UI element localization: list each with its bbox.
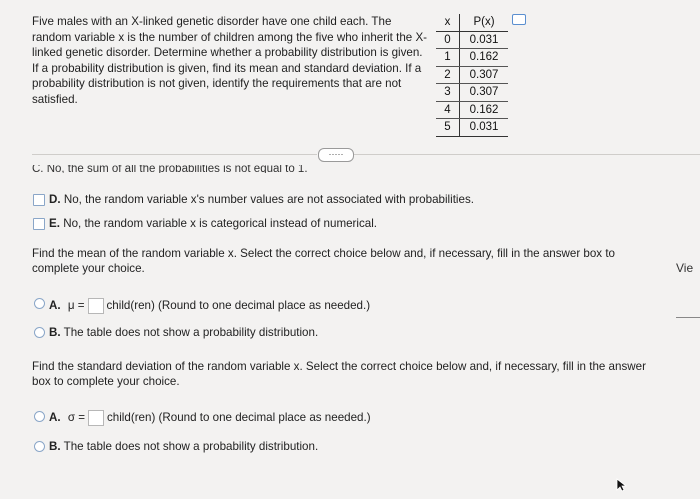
option-d[interactable]: [49, 193, 474, 206]
divider: [32, 154, 317, 155]
expand-table-icon[interactable]: [512, 14, 526, 25]
mean-option-a-letter: A.: [49, 299, 61, 313]
option-e[interactable]: [49, 217, 377, 230]
problem-statement: Five males with an X-linked genetic disorder have one child each. The random variable x is the number of children among the five who inherit the X-linked genetic disorder. Determine whether a probability distribution is given. If a probability distribution is given, find its mean and standard deviation. If a probability distribution is not given, identify the requirements that are not satisfied.: [32, 15, 428, 106]
mean-option-a-suffix: child(ren) (Round to one decimal place as needed.): [106, 299, 371, 313]
table-cell-x: 2: [436, 66, 460, 84]
mu-symbol: μ =: [67, 299, 85, 313]
more-button[interactable]: ·····: [318, 148, 354, 162]
sd-option-a[interactable]: [49, 410, 371, 426]
option-e-checkbox[interactable]: [33, 218, 45, 230]
sigma-symbol: σ =: [67, 411, 85, 425]
mean-option-b-label: The table does not show a probability distribution.: [63, 326, 319, 339]
mean-option-b-letter: B.: [49, 326, 61, 339]
sd-question: Find the standard deviation of the random variable x. Select the correct choice below and, if necessary, fill in the answer box to complete your choice.: [32, 360, 646, 388]
table-row: [436, 101, 508, 119]
table-cell-px: 0.031: [460, 31, 509, 49]
side-divider: [676, 317, 700, 318]
table-cell-px: 0.162: [460, 49, 509, 67]
table-row: [436, 49, 508, 67]
table-cell-x: 3: [436, 84, 460, 102]
table-cell-px: 0.162: [460, 101, 509, 119]
mouse-cursor-icon: [616, 478, 628, 492]
sd-option-a-radio[interactable]: [34, 411, 45, 422]
mean-option-b-radio[interactable]: [34, 327, 45, 338]
option-d-letter: D.: [49, 193, 61, 206]
sd-option-a-suffix: child(ren) (Round to one decimal place as needed.): [106, 411, 371, 425]
option-d-label: No, the random variable x's number values are not associated with probabilities.: [63, 193, 474, 206]
table-cell-px: 0.307: [460, 66, 509, 84]
table-cell-x: 1: [436, 49, 460, 67]
table-row: [436, 31, 508, 49]
mean-answer-input[interactable]: [88, 298, 104, 314]
option-e-label: No, the random variable x is categorical instead of numerical.: [63, 217, 378, 230]
mean-question: Find the mean of the random variable x. Select the correct choice below and, if necessary, fill in the answer box to complete your choice.: [32, 247, 615, 275]
table-header-px: P(x): [460, 14, 509, 31]
sd-answer-input[interactable]: [88, 410, 104, 426]
option-e-letter: E.: [49, 217, 60, 230]
table-cell-px: 0.031: [460, 119, 509, 137]
table-cell-px: 0.307: [460, 84, 509, 102]
sd-option-b-radio[interactable]: [34, 441, 45, 452]
mean-option-a-radio[interactable]: [34, 298, 45, 309]
table-header-x: x: [436, 14, 460, 31]
view-button-label[interactable]: Vie: [676, 261, 694, 275]
table-row: [436, 119, 508, 137]
sd-option-b-label: The table does not show a probability distribution.: [63, 440, 319, 453]
sd-option-a-letter: A.: [49, 411, 61, 425]
table-cell-x: 0: [436, 31, 460, 49]
mean-option-a[interactable]: [49, 298, 370, 314]
option-c-partial: C. No, the sum of all the probabilities is not equal to 1.: [32, 165, 308, 173]
divider: [353, 154, 700, 155]
table-cell-x: 5: [436, 119, 460, 137]
sd-option-b[interactable]: [49, 440, 318, 453]
table-row: [436, 66, 508, 84]
mean-option-b[interactable]: [49, 326, 318, 339]
table-row: [436, 84, 508, 102]
table-cell-x: 4: [436, 101, 460, 119]
sd-option-b-letter: B.: [49, 440, 61, 453]
option-d-checkbox[interactable]: [33, 194, 45, 206]
probability-table: [436, 14, 508, 137]
